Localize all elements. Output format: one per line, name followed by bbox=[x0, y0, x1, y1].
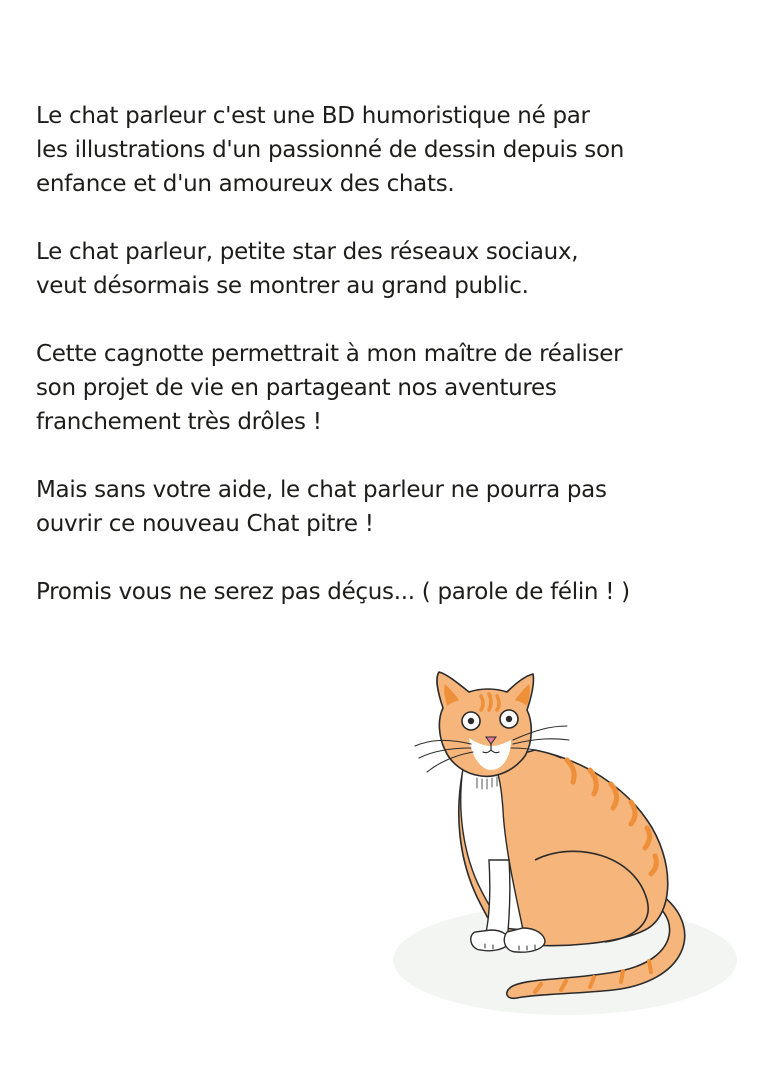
story-text bbox=[36, 99, 736, 643]
text-line: Promis vous ne serez pas déçus... ( parole de félin ! ) bbox=[36, 579, 630, 605]
paragraph-star bbox=[36, 235, 736, 303]
sitting-cat-icon bbox=[385, 660, 745, 1030]
text-line: enfance et d'un amoureux des chats. bbox=[36, 171, 455, 197]
text-line: son projet de vie en partageant nos aventures bbox=[36, 375, 557, 401]
text-line: ouvrir ce nouveau Chat pitre ! bbox=[36, 511, 374, 537]
paragraph-promise bbox=[36, 575, 736, 609]
text-line: les illustrations d'un passionné de dessin depuis son bbox=[36, 137, 625, 163]
paragraph-appeal bbox=[36, 473, 736, 541]
paragraph-intro bbox=[36, 99, 736, 201]
text-line: Cette cagnotte permettrait à mon maître de réaliser bbox=[36, 341, 623, 367]
cat-front-paw-right bbox=[504, 928, 545, 952]
text-line: Le chat parleur c'est une BD humoristique né par bbox=[36, 103, 590, 129]
paragraph-cagnotte bbox=[36, 337, 736, 439]
text-line: Le chat parleur, petite star des réseaux sociaux, bbox=[36, 239, 579, 265]
text-line: franchement très drôles ! bbox=[36, 409, 322, 435]
text-line: Mais sans votre aide, le chat parleur ne pourra pas bbox=[36, 477, 607, 503]
text-line: veut désormais se montrer au grand public. bbox=[36, 273, 529, 299]
